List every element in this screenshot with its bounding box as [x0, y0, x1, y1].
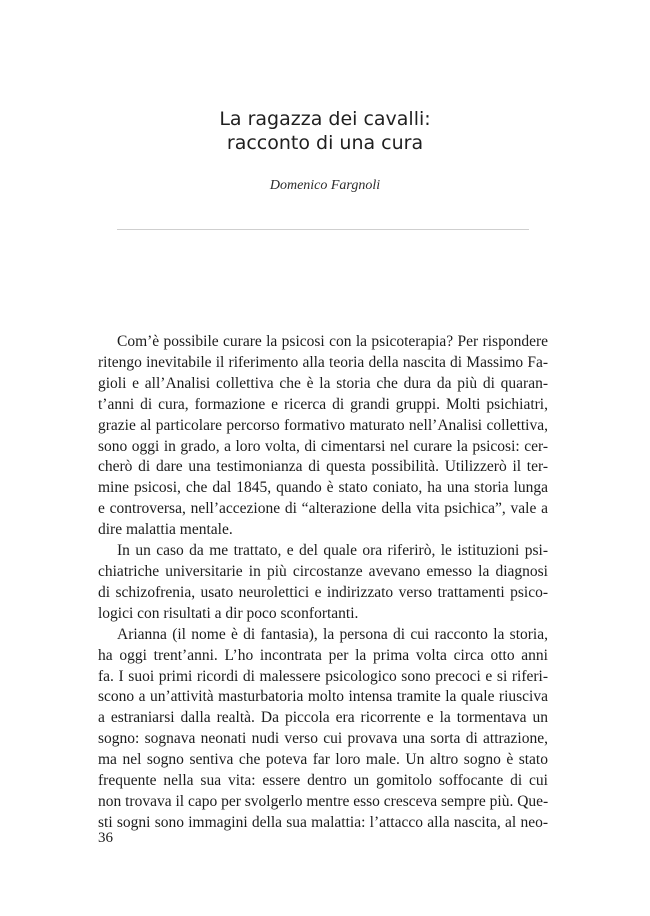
text-line: sogno: sognava neonati nudi verso cui provava una sorta di attrazione, [98, 730, 548, 748]
text-line: mine psicosi, che dal 1845, quando è stato coniato, ha una storia lunga [98, 479, 548, 497]
text-line: di schizofrenia, usato neurolettici e indirizzato verso trattamenti psico- [98, 583, 548, 601]
text-line: grazie al particolare percorso formativo maturato nell’Analisi collettiva, [98, 416, 548, 434]
text-line: e controversa, nell’accezione di “alterazione della vita psichica”, vale a [98, 500, 548, 518]
text-line: a estraniarsi dalla realtà. Da piccola era ricorrente e la tormentava un [98, 709, 548, 727]
text-line: fa. I suoi primi ricordi di malessere psicologico sono precoci e si riferi- [98, 667, 548, 685]
chapter-title-line-1: La ragazza dei cavalli: [219, 108, 431, 130]
paragraph [98, 541, 548, 625]
text-line: logici con risultati a dir poco sconfortanti. [98, 604, 359, 622]
paragraph [98, 332, 548, 541]
text-line: non trovava il capo per svolgerlo mentre esso cresceva sempre più. Que- [98, 792, 549, 810]
text-line: sono oggi in grado, a loro volta, di cimentarsi nel curare la psicosi: cer- [98, 437, 548, 455]
text-line: cherò di dare una testimonianza di questa possibilità. Utilizzerò il ter- [98, 458, 548, 476]
page-number: 36 [98, 830, 113, 846]
text-line: ha oggi trent’anni. L’ho incontrata per la prima volta circa otto anni [98, 646, 548, 664]
text-line: frequente nella sua vita: essere dentro un gomitolo soffocante di cui [98, 772, 548, 790]
text-line: Com’è possibile curare la psicosi con la psicoterapia? Per rispondere [117, 333, 548, 350]
text-line: dire malattia mentale. [98, 521, 233, 539]
author-name: Domenico Fargnoli [269, 178, 381, 193]
text-line: sti sogni sono immagini della sua malattia: l’attacco alla nascita, al neo- [98, 813, 548, 831]
chapter-title [0, 107, 650, 155]
text-line: gioli e all’Analisi collettiva che è la storia che dura da più di quaran- [98, 374, 548, 392]
paragraph [98, 625, 548, 834]
text-line: Arianna (il nome è di fantasia), la persona di cui racconto la storia, [117, 625, 548, 643]
text-line: In un caso da me trattato, e del quale ora riferirò, le istituzioni psi- [117, 542, 548, 560]
title-divider [117, 229, 529, 230]
text-line: scono a un’attività masturbatoria molto intensa tramite la quale riusciva [98, 688, 548, 706]
body-text [98, 332, 548, 834]
text-line: chiatriche universitarie in più circostanze avevano emesso la diagnosi [98, 562, 548, 580]
chapter-title-line-2: racconto di una cura [226, 132, 424, 154]
text-line: ma nel sogno sentiva che poteva far loro male. Un altro sogno è stato [98, 751, 548, 769]
text-line: t’anni di cura, formazione e ricerca di grandi gruppi. Molti psichiatri, [98, 395, 548, 413]
text-line: ritengo inevitabile il riferimento alla teoria della nascita di Massimo Fa- [98, 353, 548, 371]
